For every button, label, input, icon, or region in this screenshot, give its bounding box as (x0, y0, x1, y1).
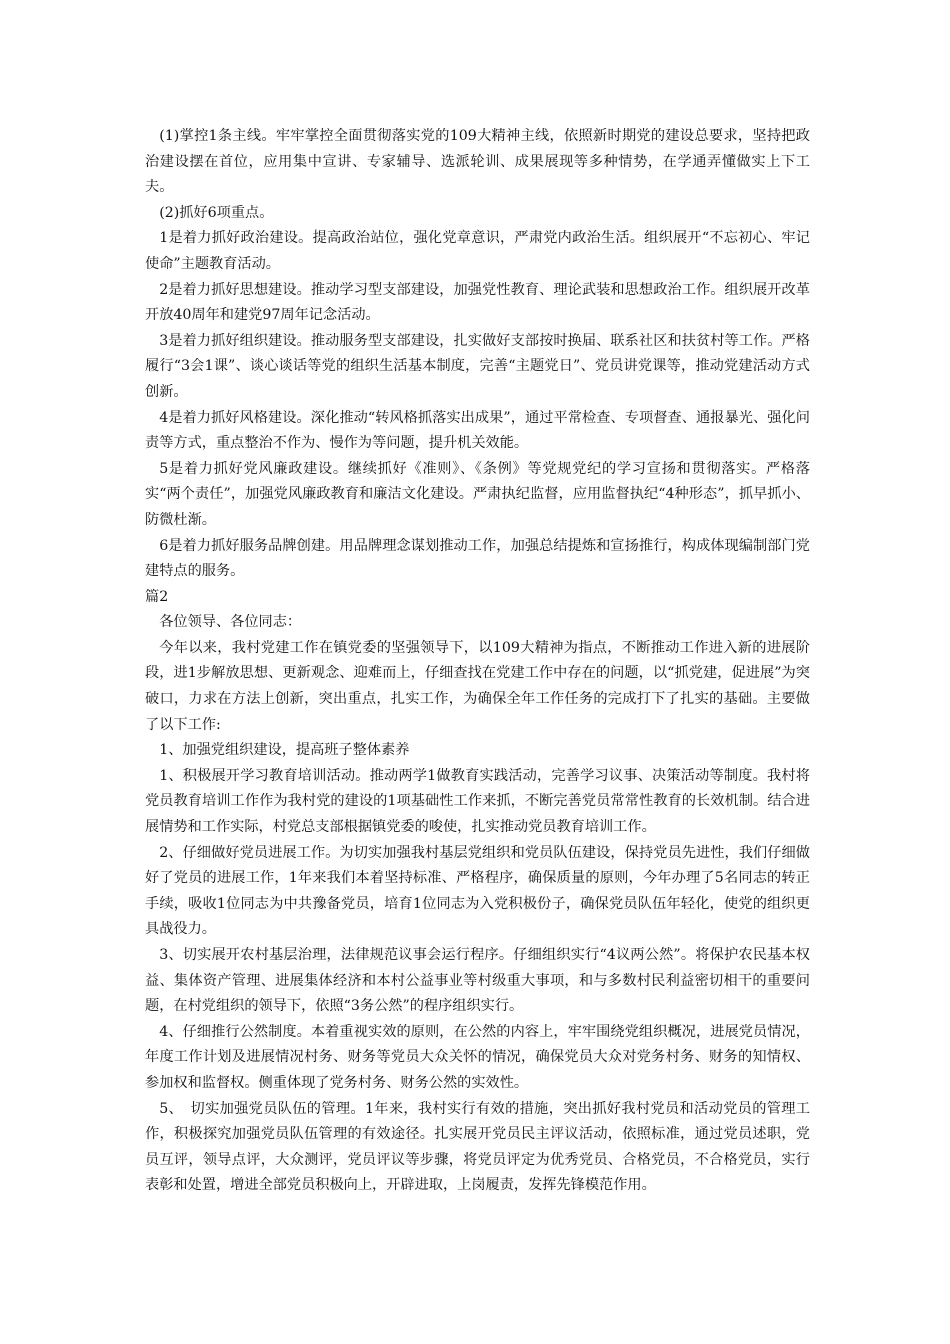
paragraph-item-1: 1、积极展开学习教育培训活动。推动两学1做教育实践活动，完善学习议事、决策活动等制度。我村将党员教育培训工作作为我村党的建设的1项基础性工作来抓，不断完善党员常常性教育的长效机制。结合进展情势和工作实际，村党总支部根据镇党委的唆使，扎实推动党员教育培训工作。 (145, 767, 810, 836)
paragraph-introduction: 今年以来，我村党建工作在镇党委的坚强领导下，以109大精神为指点，不断推动工作进入新的进展阶段，进1步解放思想、更新观念、迎难而上，仔细查找在党建工作中存在的问题，以“抓党建，促进展”为突破口，力求在方法上创新，突出重点，扎实工作，为确保全年工作任务的完成打下了扎实的基础。主要做了以下工作: (145, 639, 810, 733)
paragraph-item-4: 4、仔细推行公然制度。本着重视实效的原则，在公然的内容上，牢牢围绕党组织概况，进展党员情况，年度工作计划及进展情况村务、财务等党员大众关怀的情况，确保党员大众对党务村务、财务的知情权、参加权和监督权。侧重体现了党务村务、财务公然的实效性。 (145, 1023, 810, 1091)
paragraph-six-key-points: (2)抓好6项重点。 (159, 204, 274, 221)
paragraph-ideological-building: 2是着力抓好思想建设。推动学习型支部建设，加强党性教育、理论武装和思想政治工作。组织展开改革开放40周年和建党97周年记念活动。 (145, 281, 810, 324)
paragraph-item-3: 3、切实展开农村基层治理，法律规范议事会运行程序。仔细组织实行“4议两公然”。将保护农民基本权益、集体资产管理、进展集体经济和本村公益事业等村级重大事项，和与多数村民利益密切相干的重要问题，在村党组织的领导下，依照“3务公然”的程序组织实行。 (145, 947, 810, 1015)
paragraph-subheading: 1、加强党组织建设，提高班子整体素养 (159, 742, 410, 759)
paragraph-service-brand: 6是着力抓好服务品牌创建。用品牌理念谋划推动工作，加强总结提炼和宣扬推行，构成体现编制部门党建特点的服务。 (145, 537, 810, 580)
paragraph-item-2: 2、仔细做好党员进展工作。为切实加强我村基层党组织和党员队伍建设，保持党员先进性，我们仔细做好了党员的进展工作，1年来我们本着坚持标准、严格程序，确保质量的原则，今年办理了5名同志的转正手续，吸收1位同志为中共豫备党员，培育1位同志为入党积极份子，确保党员队伍年轻化，使党的组织更具战役力。 (145, 844, 810, 938)
paragraph-organizational-building: 3是着力抓好组织建设。推动服务型支部建设，扎实做好支部按时换届、联系社区和扶贫村等工作。严格履行“3会1课”、谈心谈话等党的组织生活基本制度，完善“主题党日”、党员讲党课等，推动党建活动方式创新。 (145, 332, 810, 400)
paragraph-main-line: (1)掌控1条主线。牢牢掌控全面贯彻落实党的109大精神主线，依照新时期党的建设总要求，坚持把政治建设摆在首位，应用集中宣讲、专家辅导、选派轮训、成果展现等多种情势，在学通弄懂做实上下工夫。 (145, 128, 810, 196)
paragraph-item-5: 5、 切实加强党员队伍的管理。1年来，我村实行有效的措施，突出抓好我村党员和活动党员的管理工作，积极探究加强党员队伍管理的有效途径。扎实展开党员民主评议活动，依照标准，通过党员述职，党员互评，领导点评，大众测评，党员评议等步骤，将党员评定为优秀党员、合格党员，不合格党员，实行表彰和处置，增进全部党员积极向上，开辟进取，上岗履责，发挥先锋模范作用。 (145, 1100, 810, 1194)
paragraph-style-building: 4是着力抓好风格建设。深化推动“转风格抓落实出成果”，通过平常检查、专项督查、通报暴光、强化问责等方式，重点整治不作为、慢作为等问题，提升机关效能。 (145, 409, 810, 452)
section-heading: 篇2 (145, 588, 169, 605)
paragraph-political-building: 1是着力抓好政治建设。提高政治站位，强化党章意识，严肃党内政治生活。组织展开“不忘初心、牢记使命”主题教育活动。 (145, 230, 810, 272)
paragraph-integrity-building: 5是着力抓好党风廉政建设。继续抓好《准则》、《条例》等党规党纪的学习宣扬和贯彻落实。严格落实“两个责任”，加强党风廉政教育和廉洁文化建设。严肃执纪监督，应用监督执纪“4种形态”，抓早抓小、防微杜渐。 (145, 460, 810, 528)
document-body (145, 124, 810, 1199)
paragraph-salutation: 各位领导、各位同志： (159, 614, 302, 631)
